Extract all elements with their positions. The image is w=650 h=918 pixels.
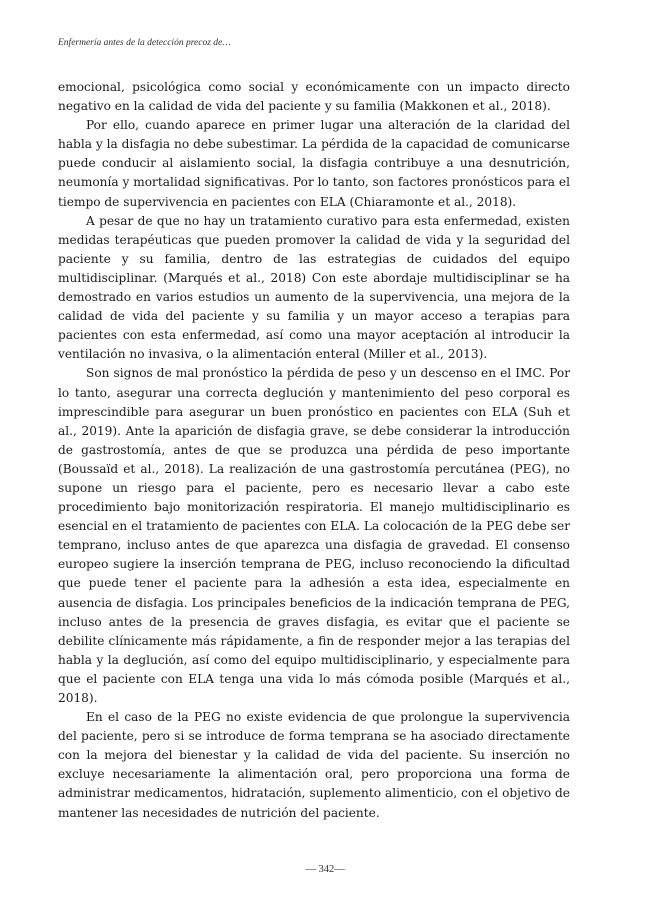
page-number: — 342—: [305, 864, 345, 875]
paragraph: Son signos de mal pronóstico la pérdida de peso y un descenso en el IMC. Por lo tanto, asegurar una correcta deglución y mantenimiento del peso corporal es imprescindible para asegurar un buen pronóstico en pacientes con ELA (Suh et al., 2019). Ante la aparición de disfagia grave, se debe considerar la introducción de gastrostomía, antes de que se produzca una pérdida de peso importante (Boussaïd et al., 2018). La realización de una gastrostomía percutánea (PEG), no supone un riesgo para el paciente, pero es necesario llevar a cabo este procedimiento bajo monitorización respiratoria. El manejo multidisciplinario es esencial en el tratamiento de pacientes con ELA. La colocación de la PEG debe ser temprano, incluso antes de que aparezca una disfagia de gravedad. El consenso europeo sugiere la inserción temprana de PEG, incluso reconociendo la dificultad que puede tener el paciente para la adhesión a esta idea, especialmente en ausencia de disfagia. Los principales beneficios de la indicación temprana de PEG, incluso antes de la presencia de graves disfagia, es evitar que el paciente se debilite clínicamente más rápidamente, a fin de responder mejor a las terapias del habla y la deglución, así como del equipo multidisciplinario, y especialmente para que el paciente con ELA tenga una vida lo más cómoda posible (Marqués et al., 2018).: [58, 366, 570, 705]
paragraph: A pesar de que no hay un tratamiento curativo para esta enfermedad, existen medidas terapéuticas que pueden promover la calidad de vida y la seguridad del paciente y su familia, dentro de las estrategias de cuidados del equipo multidisciplinar. (Marqués et al., 2018) Con este abordaje multidisciplinar se ha demostrado en varios estudios un aumento de la supervivencia, una mejora de la calidad de vida del paciente y su familia y un mayor acceso a terapias para pacientes con esta enfermedad, así como una mayor aceptación al introducir la ventilación no invasiva, o la alimentación enteral (Miller et al., 2013).: [58, 213, 570, 362]
body-text: [58, 78, 570, 823]
paragraph: Por ello, cuando aparece en primer lugar una alteración de la claridad del habla y la disfagia no debe subestimar. La pérdida de la capacidad de comunicarse puede conducir al aislamiento social, la disfagia contribuye a una desnutrición, neumonía y mortalidad significativas. Por lo tanto, son factores pronósticos para el tiempo de supervivencia en pacientes con ELA (Chiaramonte et al., 2018).: [58, 118, 570, 209]
paragraph: En el caso de la PEG no existe evidencia de que prolongue la supervivencia del paciente, pero si se introduce de forma temprana se ha asociado directamente con la mejora del bienestar y la calidad de vida del paciente. Su inserción no excluye necesariamente la alimentación oral, pero proporciona una forma de administrar medicamentos, hidratación, suplemento alimenticio, con el objetivo de mantener las necesidades de nutrición del paciente.: [58, 710, 570, 820]
running-header: Enfermería antes de la detección precoz de…: [58, 38, 231, 48]
paragraph-continuation: emocional, psicológica como social y económicamente con un impacto directo negativo en la calidad de vida del paciente y su familia (Makkonen et al., 2018).: [58, 80, 570, 114]
